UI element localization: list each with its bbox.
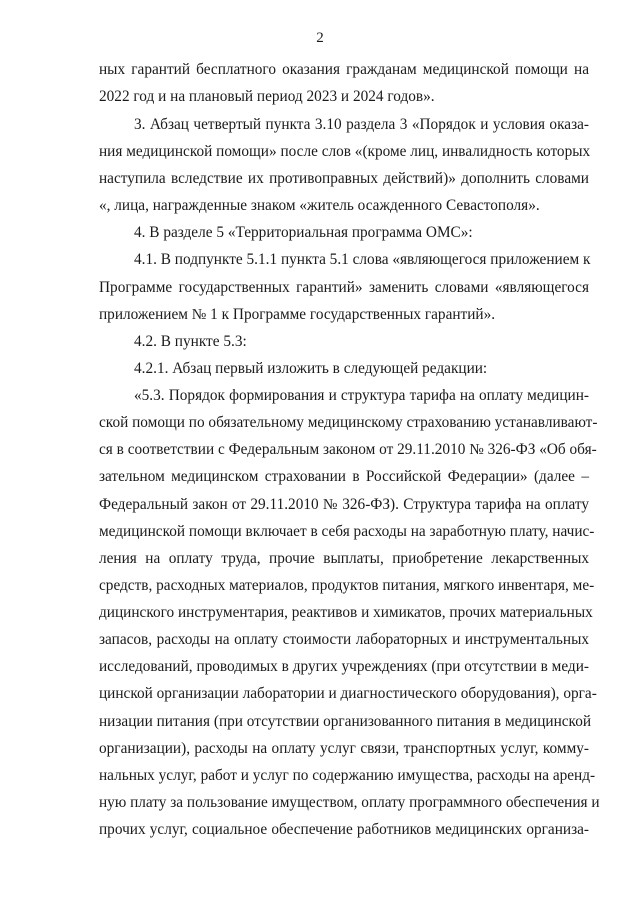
text-line: 4.1. В подпункте 5.1.1 пункта 5.1 слова «являющегося приложением к bbox=[134, 251, 591, 268]
text-line: наступила вследствие их противоправных действий)» дополнить словами bbox=[99, 170, 589, 187]
text-line: медицинской помощи включает в себя расходы на заработную плату, начис- bbox=[99, 523, 595, 540]
text-line: низации питания (при отсутствии организованного питания в медицинской bbox=[99, 713, 592, 730]
text-line: 3. Абзац четвертый пункта 3.10 раздела 3 «Порядок и условия оказа- bbox=[134, 116, 589, 133]
text-line: цинской организации лаборатории и диагностического оборудования), орга- bbox=[99, 685, 597, 702]
text-line: прочих услуг, социальное обеспечение работников медицинских организа- bbox=[99, 821, 589, 838]
text-line: Программе государственных гарантий» заменить словами «являющегося bbox=[99, 279, 589, 296]
text-line: средств, расходных материалов, продуктов питания, мягкого инвентаря, ме- bbox=[99, 577, 595, 594]
text-line: 4.2.1. Абзац первый изложить в следующей редакции: bbox=[134, 360, 488, 377]
text-line: 4.2. В пункте 5.3: bbox=[134, 333, 247, 350]
text-line: «5.3. Порядок формирования и структура тарифа на оплату медицин- bbox=[134, 387, 589, 404]
text-line: 4. В разделе 5 «Территориальная программа ОМС»: bbox=[134, 224, 473, 241]
text-line: приложением № 1 к Программе государственных гарантий». bbox=[99, 306, 496, 323]
text-line: ную плату за пользование имуществом, оплату программного обеспечения и bbox=[99, 794, 600, 811]
text-line: зательном медицинском страховании в Российской Федерации» (далее – bbox=[99, 468, 589, 485]
text-line: 2022 год и на плановый период 2023 и 2024 годов». bbox=[99, 88, 435, 105]
text-line: нальных услуг, работ и услуг по содержанию имущества, расходы на аренд- bbox=[99, 767, 596, 784]
text-line: Федеральный закон от 29.11.2010 № 326-ФЗ). Структура тарифа на оплату bbox=[99, 496, 589, 513]
text-line: «, лица, награжденные знаком «житель осажденного Севастополя». bbox=[99, 197, 540, 214]
text-line: ся в соответствии с Федеральным законом от 29.11.2010 № 326-ФЗ «Об обя- bbox=[99, 441, 597, 458]
text-line: ской помощи по обязательному медицинскому страхованию устанавливают- bbox=[99, 414, 598, 431]
page-number: 2 bbox=[316, 30, 324, 46]
text-line: дицинского инструментария, реактивов и химикатов, прочих материальных bbox=[99, 604, 593, 621]
text-line: запасов, расходы на оплату стоимости лабораторных и инструментальных bbox=[99, 631, 589, 648]
text-line: ных гарантий бесплатного оказания гражданам медицинской помощи на bbox=[99, 61, 589, 78]
text-line: исследований, проводимых в других учреждениях (при отсутствии в меди- bbox=[99, 658, 589, 675]
text-line: организации), расходы на оплату услуг связи, транспортных услуг, комму- bbox=[99, 740, 589, 757]
text-line: ления на оплату труда, прочие выплаты, приобретение лекарственных bbox=[99, 550, 589, 567]
text-line: ния медицинской помощи» после слов «(кроме лиц, инвалидность которых bbox=[99, 143, 591, 160]
